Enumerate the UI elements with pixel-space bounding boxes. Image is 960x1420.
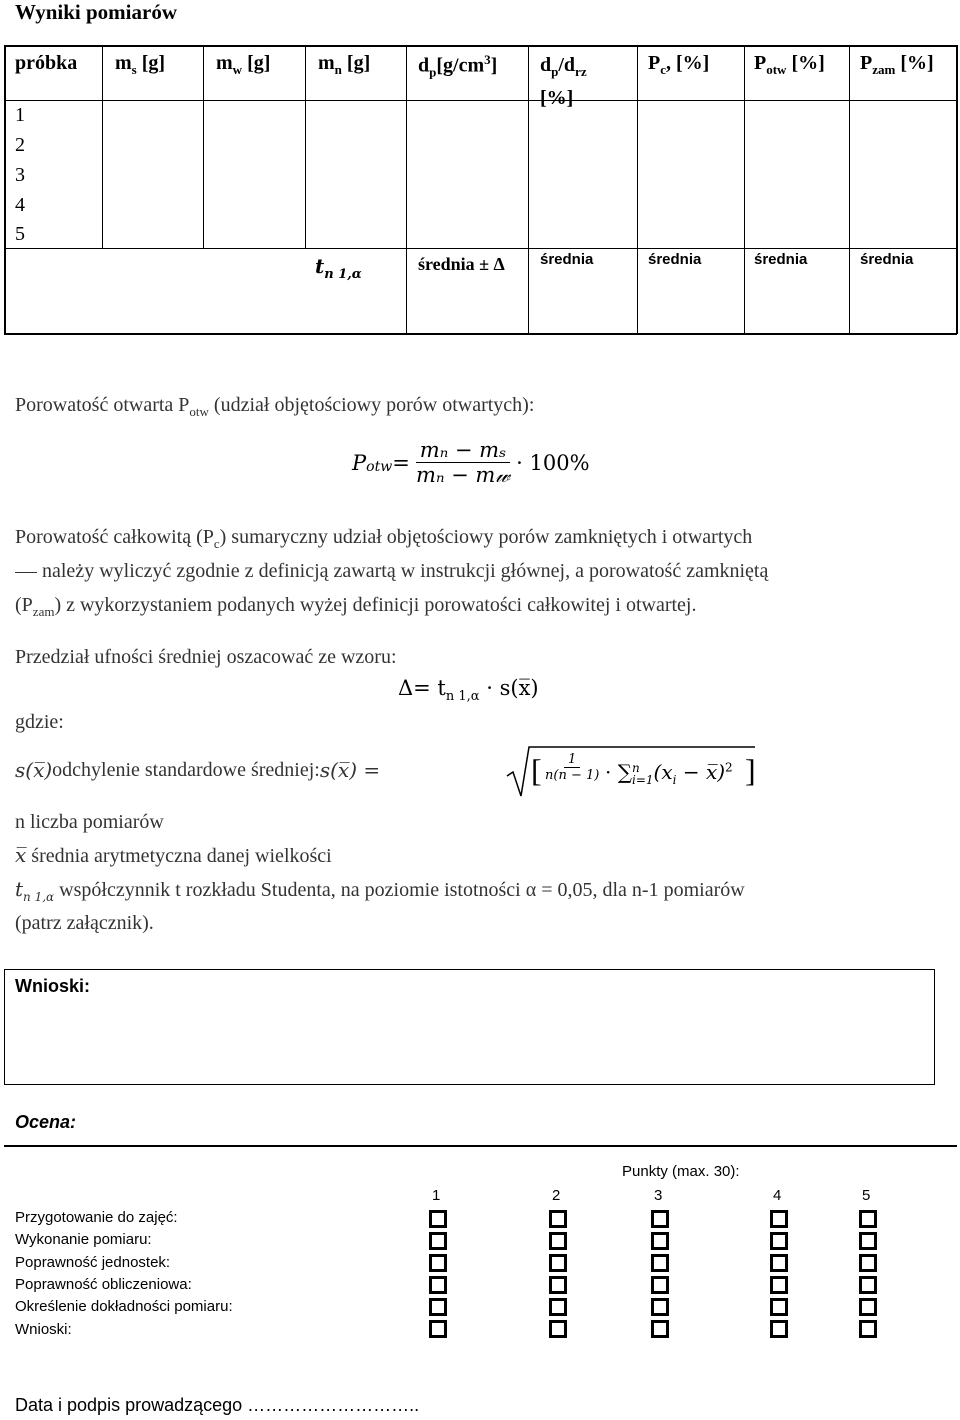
score-checkbox[interactable] xyxy=(429,1276,447,1294)
score-checkbox[interactable] xyxy=(770,1298,788,1316)
score-checkbox[interactable] xyxy=(651,1298,669,1316)
header-probka: próbka xyxy=(15,52,78,74)
gdzie-label: gdzie: xyxy=(15,711,64,733)
score-checkbox[interactable] xyxy=(429,1320,447,1338)
grade-label: Ocena: xyxy=(15,1112,77,1132)
header-mn: $m_n$ [g] xyxy=(318,52,371,77)
score-checkbox[interactable] xyxy=(770,1276,788,1294)
header-dp-drz: $d_p/d_{rz}$ [%] xyxy=(540,54,587,109)
mean-label-pzam: średnia xyxy=(860,251,914,268)
score-checkbox[interactable] xyxy=(770,1320,788,1338)
criterion-accuracy: Określenie dokładności pomiaru: xyxy=(15,1298,233,1315)
score-checkbox[interactable] xyxy=(651,1276,669,1294)
score-checkbox[interactable] xyxy=(859,1232,877,1250)
score-checkbox[interactable] xyxy=(859,1254,877,1272)
score-checkbox[interactable] xyxy=(549,1276,567,1294)
mean-label-potw: średnia xyxy=(754,251,808,268)
score-col-5: 5 xyxy=(862,1187,871,1204)
score-checkbox[interactable] xyxy=(770,1232,788,1250)
score-checkbox[interactable] xyxy=(651,1232,669,1250)
t-coefficient-label: $t_{n 1,\alpha}$ xyxy=(315,254,362,282)
score-checkbox[interactable] xyxy=(549,1210,567,1228)
header-ms: $m_s$ [g] xyxy=(115,52,166,77)
total-porosity-line-1: Porowatość całkowitą $(P_c)$ sumaryczny udział objętościowy porów zamkniętych i otwartych xyxy=(15,526,753,551)
row-number-2: 2 xyxy=(15,134,25,156)
confidence-interval-text: Przedział ufności średniej oszacować ze wzoru: xyxy=(15,646,397,668)
score-checkbox[interactable] xyxy=(429,1210,447,1228)
criterion-conclusions: Wnioski: xyxy=(15,1321,72,1338)
criterion-units: Poprawność jednostek: xyxy=(15,1254,171,1271)
conclusions-box[interactable] xyxy=(4,969,935,1085)
xbar-definition: x̅ średnia arytmetyczna danej wielkości xyxy=(15,843,332,867)
t-definition: $t_{n 1,\alpha}$ współczynnik t rozkładu Studenta, na poziomie istotności α = 0,05, dla n-1 pomiarów xyxy=(15,877,745,904)
score-checkbox[interactable] xyxy=(429,1232,447,1250)
mean-delta-label: średnia ± Δ xyxy=(418,254,505,274)
score-col-1: 1 xyxy=(432,1187,441,1204)
score-checkbox[interactable] xyxy=(859,1320,877,1338)
row-number-3: 3 xyxy=(15,164,25,186)
criterion-calculation: Poprawność obliczeniowa: xyxy=(15,1276,192,1293)
t-definition-cont: (patrz załącznik). xyxy=(15,912,154,934)
score-checkbox[interactable] xyxy=(549,1298,567,1316)
score-checkbox[interactable] xyxy=(651,1320,669,1338)
points-label: Punkty (max. 30): xyxy=(622,1163,740,1180)
signature-line[interactable]: Data i podpis prowadzącego ……………………….. xyxy=(15,1395,420,1415)
score-checkbox[interactable] xyxy=(429,1298,447,1316)
total-porosity-line-2: należy wyliczyć zgodnie z definicją zawartą w instrukcji głównej, a porowatość zamkniętą xyxy=(15,554,768,588)
row-number-5: 5 xyxy=(15,223,25,245)
score-checkbox[interactable] xyxy=(549,1232,567,1250)
score-checkbox[interactable] xyxy=(429,1254,447,1272)
header-dp: $d_p[g/cm^3]$ xyxy=(418,52,498,80)
total-porosity-line-3: $(P_{zam})$ z wykorzystaniem podanych wyżej definicji porowatości całkowitej i otwartej. xyxy=(15,594,697,619)
criterion-measurement: Wykonanie pomiaru: xyxy=(15,1231,152,1248)
conclusions-label: Wnioski: xyxy=(15,976,90,996)
grade-separator xyxy=(4,1145,957,1147)
mean-label-pc: średnia xyxy=(648,251,702,268)
mean-label-dp-drz: średnia xyxy=(540,251,594,268)
n-definition: n liczba pomiarów xyxy=(15,811,164,833)
score-checkbox[interactable] xyxy=(651,1210,669,1228)
open-porosity-text: Porowatość otwarta $P_{otw}$ (udział objętościowy porów otwartych): xyxy=(15,394,535,419)
score-checkbox[interactable] xyxy=(549,1254,567,1272)
header-mw: $m_w$ [g] xyxy=(216,52,271,77)
score-checkbox[interactable] xyxy=(651,1254,669,1272)
score-checkbox[interactable] xyxy=(859,1210,877,1228)
score-checkbox[interactable] xyxy=(859,1276,877,1294)
score-col-3: 3 xyxy=(654,1187,663,1204)
header-pc: $P_c$, [%] xyxy=(648,52,710,77)
score-checkbox[interactable] xyxy=(770,1210,788,1228)
std-dev-definition: s(x̅) odchylenie standardowe średniej: s(x̅) = xyxy=(15,758,381,782)
row-number-1: 1 xyxy=(15,104,25,126)
header-potw: $P_{otw}$ [%] xyxy=(754,52,825,77)
score-col-4: 4 xyxy=(773,1187,782,1204)
std-dev-sqrt-formula: [ $\frac{1}{n(n - 1)}$ · ∑ n i=1 ($x_i$ − x̅)$^2$ ] xyxy=(505,746,757,798)
score-checkbox[interactable] xyxy=(859,1298,877,1316)
section-title: Wyniki pomiarów xyxy=(15,0,177,24)
header-pzam: $P_{zam}$ [%] xyxy=(860,52,934,77)
score-col-2: 2 xyxy=(552,1187,561,1204)
row-number-4: 4 xyxy=(15,194,25,216)
criterion-preparation: Przygotowanie do zajęć: xyxy=(15,1209,178,1226)
score-checkbox[interactable] xyxy=(770,1254,788,1272)
score-checkbox[interactable] xyxy=(549,1320,567,1338)
delta-formula: $\Delta= t_{n 1,\alpha}$ · s(x̅) xyxy=(398,676,539,705)
open-porosity-formula: P otw = $\frac{\text{mₙ − mₛ}}{\text{mₙ − m𝓌}}$ · 100% xyxy=(352,438,590,487)
